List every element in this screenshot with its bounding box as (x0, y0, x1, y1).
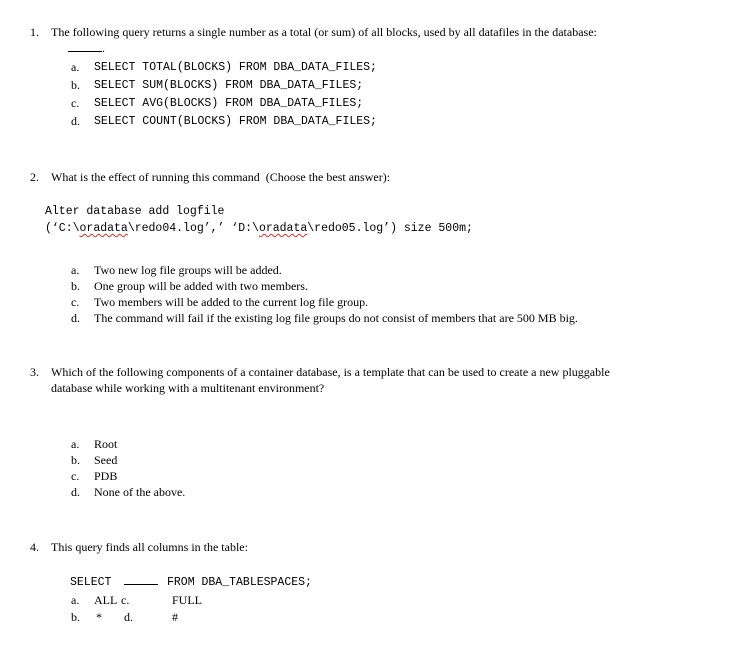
q2-option-a-letter: a. (71, 263, 80, 277)
q4-option-d: # (172, 610, 178, 624)
question-2-text: What is the effect of running this command (Choose the best answer): (51, 170, 391, 184)
q3-option-b-letter: b. (71, 453, 80, 467)
q3-option-a: Root (94, 437, 118, 451)
q4-sql-from: FROM DBA_TABLESPACES; (167, 576, 312, 589)
question-3-number: 3. (30, 365, 39, 379)
q2-option-d-letter: d. (71, 311, 80, 325)
q2-option-b-letter: b. (71, 279, 80, 293)
question-1-number: 1. (30, 25, 39, 39)
q4-option-d-letter: d. (124, 610, 133, 624)
q2-option-c: Two members will be added to the current log file group. (94, 295, 369, 309)
q1-option-a: SELECT TOTAL(BLOCKS) FROM DBA_DATA_FILES; (94, 61, 377, 74)
q2-command-line-2: (‘C:\oradata\redo04.log’,’ ‘D:\oradata\redo05.log’) size 500m; (45, 222, 473, 235)
q2-option-a: Two new log file groups will be added. (94, 263, 282, 277)
q1-option-b-letter: b. (71, 78, 80, 92)
q1-option-b: SELECT SUM(BLOCKS) FROM DBA_DATA_FILES; (94, 79, 364, 92)
q4-sql-blank (124, 574, 158, 589)
q3-option-d: None of the above. (94, 485, 186, 499)
q3-option-c: PDB (94, 469, 118, 483)
q1-option-c: SELECT AVG(BLOCKS) FROM DBA_DATA_FILES; (94, 97, 364, 110)
q4-option-c-letter: c. (121, 593, 130, 607)
q3-option-d-letter: d. (71, 485, 80, 499)
q4-option-c: FULL (172, 593, 202, 607)
q3-option-c-letter: c. (71, 469, 80, 483)
question-1-text: The following query returns a single number as a total (or sum) of all blocks, used by all datafiles in the database: (51, 25, 597, 39)
q3-option-b: Seed (94, 453, 118, 467)
q2-option-d: The command will fail if the existing log file groups do not consist of members that are 500 MB big. (94, 311, 578, 325)
q1-option-d-letter: d. (71, 114, 80, 128)
q2-option-c-letter: c. (71, 295, 80, 309)
question-3-text-line-2: database while working with a multitenant environment? (51, 381, 325, 395)
q3-option-a-letter: a. (71, 437, 80, 451)
question-4-number: 4. (30, 540, 39, 554)
question-4-text: This query finds all columns in the table: (51, 540, 248, 554)
q1-option-a-letter: a. (71, 60, 80, 74)
q2-option-b: One group will be added with two members. (94, 279, 308, 293)
q1-option-d: SELECT COUNT(BLOCKS) FROM DBA_DATA_FILES; (94, 115, 377, 128)
q4-option-a: ALL (94, 593, 118, 607)
q2-command-line-1: Alter database add logfile (45, 205, 225, 218)
q4-option-b: * (96, 610, 102, 624)
q4-option-a-letter: a. (71, 593, 80, 607)
q4-sql-select: SELECT (70, 576, 112, 589)
question-1-blank: . (68, 41, 105, 56)
question-2-number: 2. (30, 170, 39, 184)
q4-option-b-letter: b. (71, 610, 80, 624)
q1-option-c-letter: c. (71, 96, 80, 110)
question-3-text-line-1: Which of the following components of a container database, is a template that can be used to create a new pluggable (51, 365, 610, 379)
